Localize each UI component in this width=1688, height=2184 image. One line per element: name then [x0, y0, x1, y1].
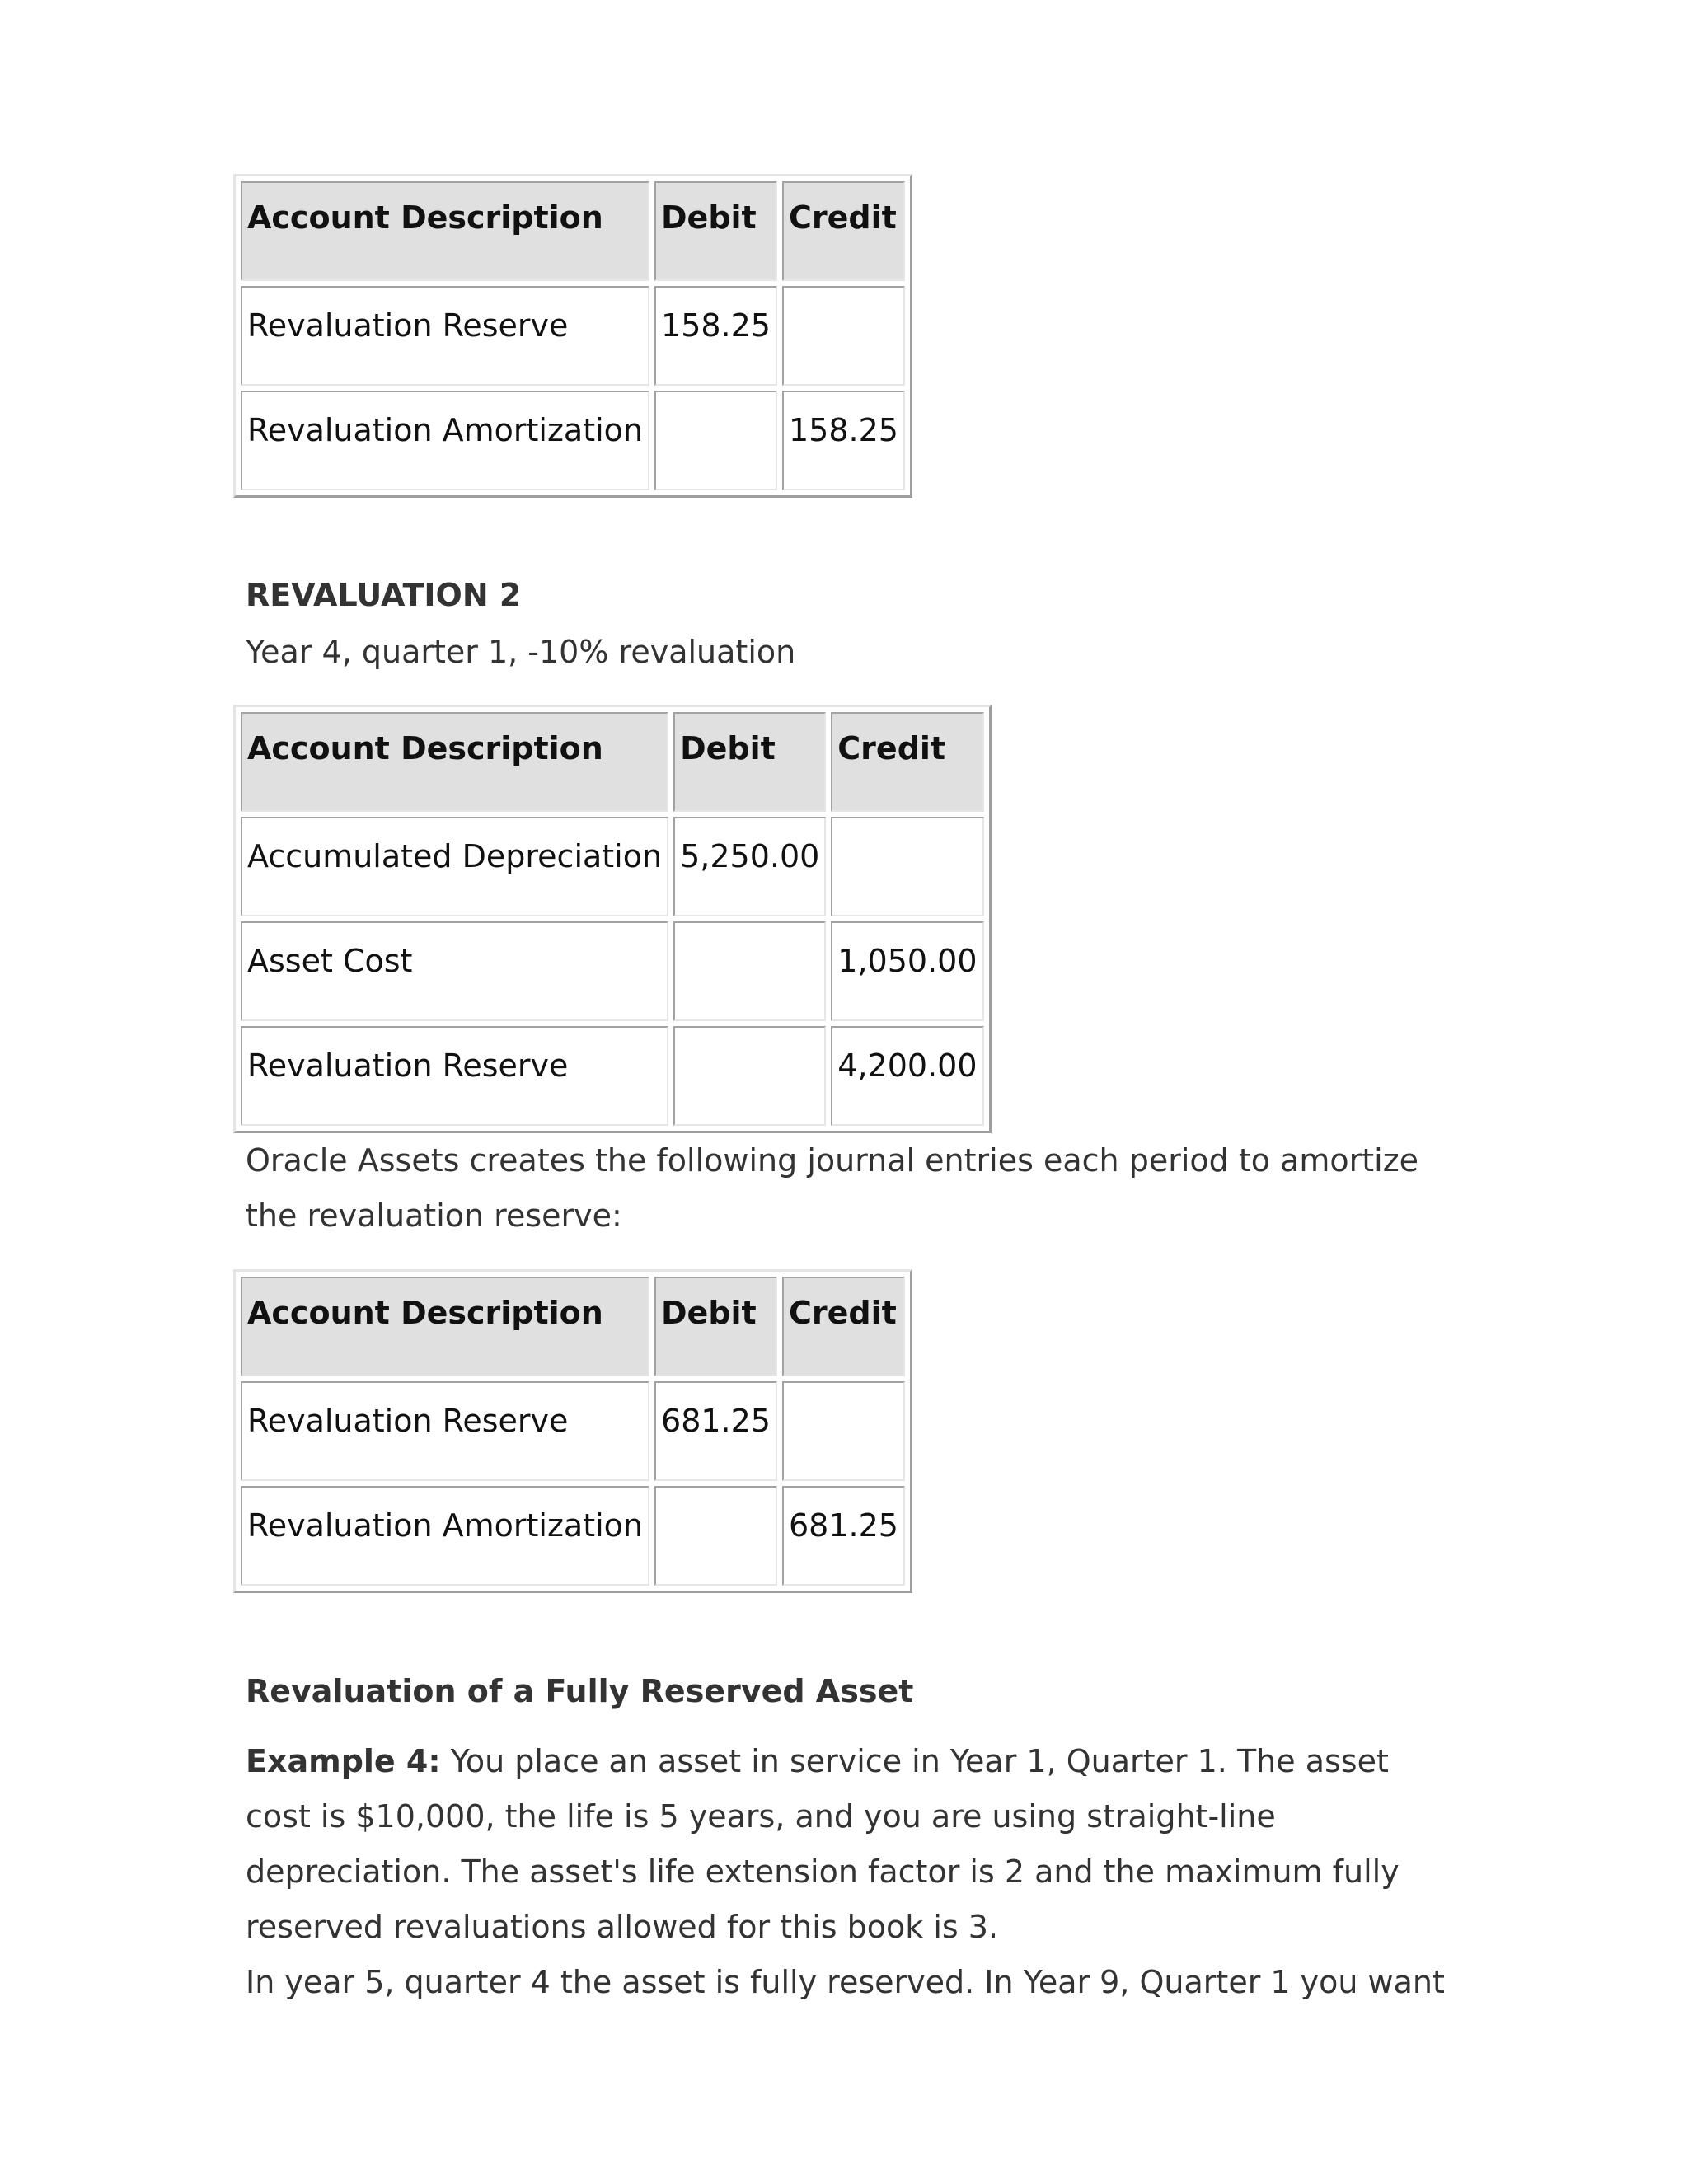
- cell-account: Revaluation Amortization: [241, 1486, 649, 1586]
- table-row: [241, 1026, 984, 1126]
- journal-table-1: [233, 174, 912, 498]
- cell-credit: 4,200.00: [831, 1026, 983, 1126]
- col-header-credit: Credit: [782, 1277, 905, 1376]
- cell-account: Asset Cost: [241, 921, 668, 1021]
- cell-debit: [654, 1486, 777, 1586]
- col-header-debit: Debit: [673, 712, 826, 812]
- cell-account: Revaluation Reserve: [241, 286, 649, 386]
- cell-account: Accumulated Depreciation: [241, 817, 668, 916]
- example-label: Example 4:: [246, 1743, 441, 1779]
- section-heading-fully-reserved: Revaluation of a Fully Reserved Asset: [246, 1673, 914, 1709]
- table-row: [241, 1486, 905, 1586]
- cell-debit: 158.25: [654, 286, 777, 386]
- cell-debit: [673, 921, 826, 1021]
- example-line: reserved revaluations allowed for this book is 3.: [246, 1909, 999, 1945]
- col-header-debit: Debit: [654, 181, 777, 281]
- example-paragraph: [246, 1734, 1445, 2010]
- intro-line: the revaluation reserve:: [246, 1197, 622, 1234]
- col-header-credit: Credit: [782, 181, 905, 281]
- cell-credit: 158.25: [782, 391, 905, 490]
- cell-debit: [654, 391, 777, 490]
- col-header-credit: Credit: [831, 712, 983, 812]
- cell-credit: 1,050.00: [831, 921, 983, 1021]
- cell-credit: [831, 817, 983, 916]
- table-row: [241, 1381, 905, 1481]
- cell-debit: [673, 1026, 826, 1126]
- example-line: cost is $10,000, the life is 5 years, and you are using straight-line: [246, 1798, 1276, 1835]
- journal-table-3: [233, 1269, 912, 1593]
- cell-credit: [782, 286, 905, 386]
- example-text: You place an asset in service in Year 1, Quarter 1. The asset: [440, 1743, 1389, 1779]
- table-header-row: [241, 181, 905, 281]
- table-header-row: [241, 1277, 905, 1376]
- cell-account: Revaluation Reserve: [241, 1026, 668, 1126]
- table-row: [241, 286, 905, 386]
- example-line: In year 5, quarter 4 the asset is fully reserved. In Year 9, Quarter 1 you want: [246, 1964, 1445, 2000]
- cell-debit: 5,250.00: [673, 817, 826, 916]
- col-header-account: Account Description: [241, 712, 668, 812]
- col-header-account: Account Description: [241, 1277, 649, 1376]
- example-line: [246, 1734, 1445, 1789]
- table-row: [241, 391, 905, 490]
- section-heading-revaluation-2: REVALUATION 2: [246, 577, 522, 613]
- journal-table-2: [233, 705, 992, 1133]
- intro-paragraph: [246, 1133, 1418, 1244]
- cell-account: Revaluation Amortization: [241, 391, 649, 490]
- table-row: [241, 921, 984, 1021]
- cell-account: Revaluation Reserve: [241, 1381, 649, 1481]
- table-row: [241, 817, 984, 916]
- cell-debit: 681.25: [654, 1381, 777, 1481]
- col-header-debit: Debit: [654, 1277, 777, 1376]
- example-line: depreciation. The asset's life extension factor is 2 and the maximum fully: [246, 1854, 1400, 1890]
- section-subtitle: Year 4, quarter 1, -10% revaluation: [246, 634, 796, 670]
- intro-line: Oracle Assets creates the following journal entries each period to amortize: [246, 1142, 1419, 1179]
- table-header-row: [241, 712, 984, 812]
- cell-credit: [782, 1381, 905, 1481]
- cell-credit: 681.25: [782, 1486, 905, 1586]
- col-header-account: Account Description: [241, 181, 649, 281]
